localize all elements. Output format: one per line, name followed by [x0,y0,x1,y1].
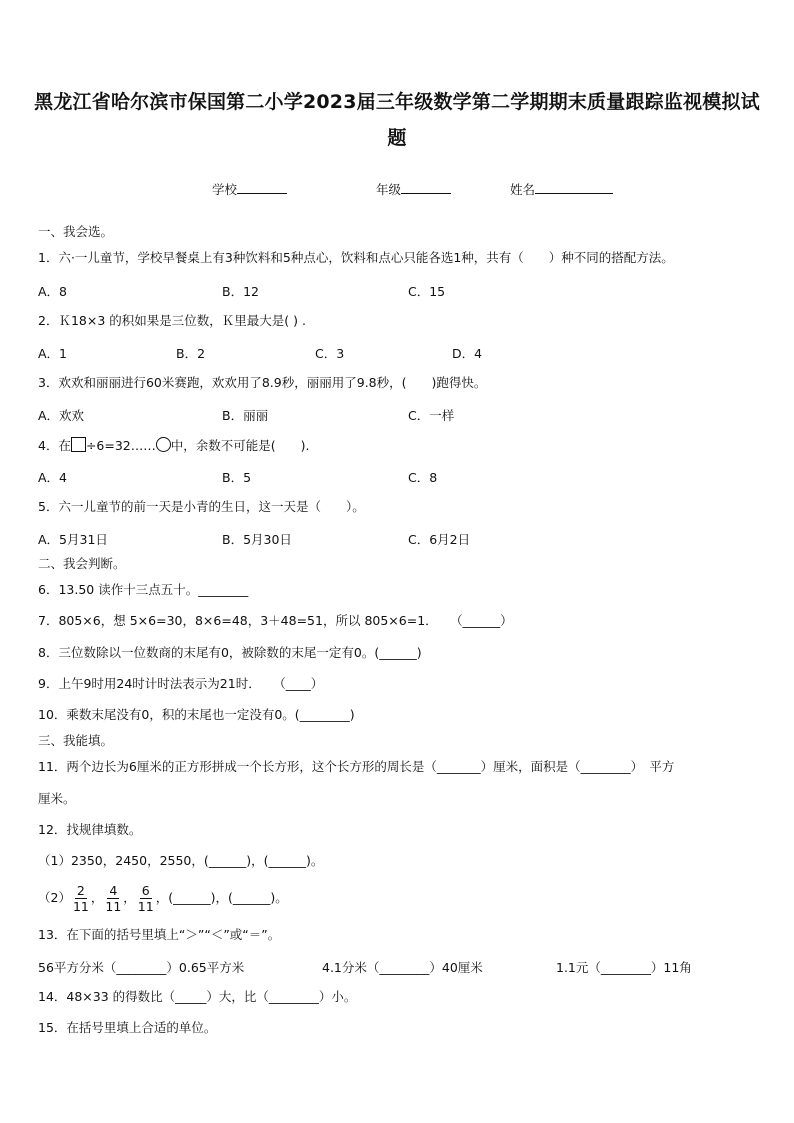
fraction-separator-1: ， [90,890,104,905]
question-10: 10．乘数末尾没有0，积的末尾也一定没有0。(________) [38,707,355,722]
q4-prefix: 4．在 [38,438,71,453]
fraction-1-numerator: 2 [76,883,85,898]
question-12: 12．找规律填数。 [38,822,142,837]
grade-label: 年级 [376,182,402,197]
q13-comparison-2: 4.1分米（________）40厘米 [322,960,483,975]
q3-option-b[interactable]: B．丽丽 [222,408,269,423]
q5-option-a[interactable]: A．5月31日 [38,532,108,547]
question-1: 1．六·一儿童节，学校早餐桌上有3种饮料和5种点心，饮料和点心只能各选1种，共有（ ）种不同的搭配方法。 [38,250,674,265]
fraction-2-numerator: 4 [109,883,118,898]
name-blank[interactable] [535,181,613,194]
question-9: 9．上午9时用24时计时法表示为21时． （____） [38,676,324,691]
q3-option-c[interactable]: C．一样 [408,408,455,423]
q5-option-b[interactable]: B．5月30日 [222,532,292,547]
grade-blank[interactable] [401,181,451,194]
q2-option-a[interactable]: A．1 [38,346,68,361]
question-12-part-1: （1）2350，2450，2550，(______)，(______)。 [38,853,324,868]
q4-suffix: 中，余数不可能是( ). [170,438,310,453]
circle-blank-icon [156,437,171,452]
q4-option-b[interactable]: B．5 [222,470,252,485]
q13-comparison-1: 56平方分米（________）0.65平方米 [38,960,245,975]
section-heading-fill: 三、我能填。 [38,733,114,748]
square-blank-icon [71,437,86,452]
q5-option-c[interactable]: C．6月2日 [408,532,471,547]
fraction-3 [138,883,154,914]
fraction-separator-2: ， [123,890,136,905]
q12-part-2-label: （2） [38,890,71,905]
fraction-2 [105,883,121,914]
school-blank[interactable] [237,181,287,194]
question-8: 8．三位数除以一位数商的末尾有0，被除数的末尾一定有0。(______) [38,645,422,660]
name-label: 姓名 [510,182,536,197]
grade-field [376,180,451,198]
section-heading-choose: 一、我会选。 [38,224,114,239]
q3-option-a[interactable]: A．欢欢 [38,408,85,423]
question-12-part-2 [38,878,288,918]
question-2: 2．Ｋ18×3 的积如果是三位数，Ｋ里最大是( ) . [38,313,306,328]
question-11-line-1: 11．两个边长为6厘米的正方形拼成一个长方形，这个长方形的周长是（_______）厘米，面积是（________） 平方 [38,759,675,774]
q12-part-2-tail: ，(______)，(______)。 [155,890,288,905]
q2-option-b[interactable]: B．2 [176,346,206,361]
fraction-1 [73,883,89,914]
q1-option-c[interactable]: C．15 [408,284,446,299]
question-7: 7．805×6，想 5×6=30，8×6=48，3＋48=51，所以 805×6=1． （______） [38,613,513,628]
fraction-3-denominator: 11 [137,899,154,914]
q4-option-a[interactable]: A．4 [38,470,68,485]
question-4 [38,437,310,454]
school-label: 学校 [212,182,238,197]
question-14: 14．48×33 的得数比（_____）大，比（________）小。 [38,989,357,1004]
question-5: 5．六一儿童节的前一天是小青的生日，这一天是（ ）。 [38,499,365,514]
q4-option-c[interactable]: C．8 [408,470,438,485]
name-field [510,180,613,198]
school-field [212,180,287,198]
section-heading-judge: 二、我会判断。 [38,556,126,571]
question-6: 6．13.50 读作十三点五十。________ [38,582,249,597]
q13-comparison-3: 1.1元（________）11角 [556,960,692,975]
question-3: 3．欢欢和丽丽进行60米赛跑，欢欢用了8.9秒，丽丽用了9.8秒，( )跑得快。 [38,375,487,390]
q1-option-a[interactable]: A．8 [38,284,68,299]
question-13: 13．在下面的括号里填上“＞”“＜”或“＝”。 [38,927,281,942]
q4-middle: ÷6=32…… [85,438,156,453]
fraction-2-denominator: 11 [105,899,122,914]
q2-option-c[interactable]: C．3 [315,346,345,361]
fraction-3-numerator: 6 [141,883,150,898]
question-15: 15．在括号里填上合适的单位。 [38,1020,217,1035]
page-title: 黑龙江省哈尔滨市保国第二小学2023届三年级数学第二学期期末质量跟踪监视模拟试题 [34,91,760,149]
q2-option-d[interactable]: D．4 [452,346,483,361]
fraction-1-denominator: 11 [72,899,89,914]
question-11-line-2: 厘米。 [38,791,76,806]
q1-option-b[interactable]: B．12 [222,284,259,299]
